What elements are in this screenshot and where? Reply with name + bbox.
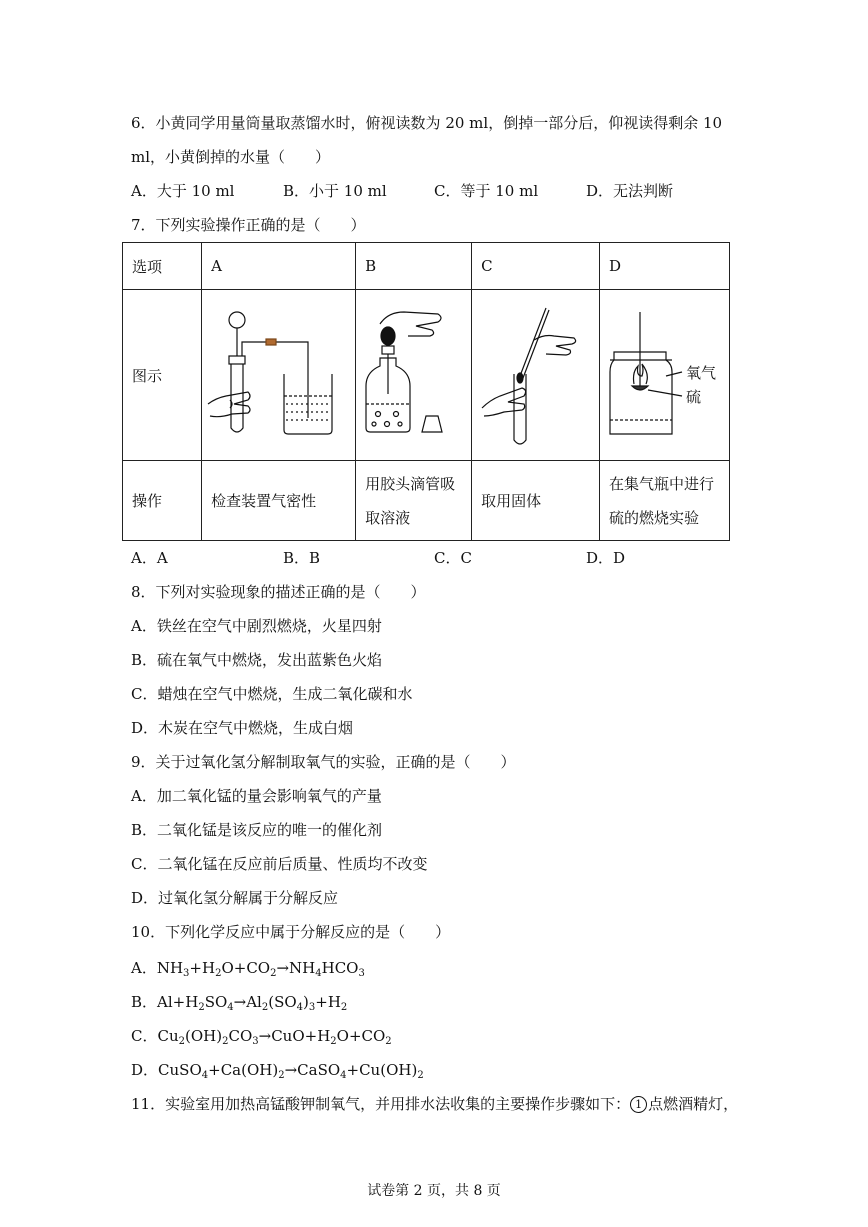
header-b: B <box>356 243 472 290</box>
q7-option-c: C．C <box>434 549 472 567</box>
q6-option-b: B．小于 10 ml <box>283 182 387 200</box>
row-label-operation: 操作 <box>123 461 202 541</box>
figure-c-take-solid <box>472 290 600 461</box>
label-oxygen: 氧气 <box>685 364 716 382</box>
header-c: C <box>472 243 600 290</box>
header-a: A <box>202 243 356 290</box>
q9-option-d: D．过氧化氢分解属于分解反应 <box>131 889 339 907</box>
q7-option-d: D．D <box>586 549 626 567</box>
figure-a-airtightness-check <box>202 290 356 461</box>
q10-option-a: A．$NH_3+H_2O+CO_2\to NH_4HCO_3$ <box>131 959 365 979</box>
op-a <box>202 461 356 541</box>
dropper-bottle-illustration <box>358 300 470 450</box>
op-d-line2: 硫的燃烧实验 <box>609 508 700 527</box>
q7-option-a: A．A <box>131 549 168 567</box>
op-b <box>356 461 472 541</box>
row-label-option: 选项 <box>123 243 202 290</box>
q6-option-a: A．大于 10 ml <box>131 182 235 200</box>
q9-stem: 9．关于过氧化氢分解制取氧气的实验，正确的是（ ） <box>131 753 516 771</box>
figure-d-sulfur-combustion <box>600 290 730 461</box>
q11-stem <box>131 1094 738 1114</box>
q10-option-b: B．$Al+H_2SO_4\to Al_2(SO_4)_3+H_2$ <box>131 993 348 1013</box>
q7-stem: 7．下列实验操作正确的是（ ） <box>131 216 366 234</box>
airtightness-apparatus-illustration <box>204 300 354 450</box>
q11-stem-text: 11．实验室用加热高锰酸钾制氧气，并用排水法收集的主要操作步骤如下： <box>131 1095 631 1113</box>
q7-table <box>122 242 730 541</box>
q8-option-c: C．蜡烛在空气中燃烧，生成二氧化碳和水 <box>131 685 413 703</box>
op-d <box>600 461 730 541</box>
op-b-line2: 取溶液 <box>365 508 411 527</box>
q9-option-c: C．二氧化锰在反应前后质量、性质均不改变 <box>131 855 428 873</box>
q6-stem-line2: ml，小黄倒掉的水量（ ） <box>131 148 331 166</box>
figure-b-dropper <box>356 290 472 461</box>
q7-option-b: B．B <box>283 549 321 567</box>
q9-option-b: B．二氧化锰是该反应的唯一的催化剂 <box>131 821 383 839</box>
op-c <box>472 461 600 541</box>
q9-option-a: A．加二氧化锰的量会影响氧气的产量 <box>131 787 382 805</box>
header-d: D <box>600 243 730 290</box>
page-footer: 试卷第 2 页，共 8 页 <box>367 1183 501 1199</box>
q6-option-d: D．无法判断 <box>586 182 674 200</box>
q8-option-d: D．木炭在空气中燃烧，生成白烟 <box>131 719 354 737</box>
op-c-text: 取用固体 <box>481 492 542 510</box>
row-label-figure: 图示 <box>123 290 202 461</box>
q8-option-b: B．硫在氧气中燃烧，发出蓝紫色火焰 <box>131 651 383 669</box>
step-number-circle: 1 <box>630 1096 647 1113</box>
op-d-line1: 在集气瓶中进行 <box>609 474 715 493</box>
q11-step-text: 点燃酒精灯， <box>648 1095 739 1113</box>
q10-option-c: C．$Cu_2(OH)_2CO_3\to CuO+H_2O+CO_2$ <box>131 1027 392 1047</box>
q6-option-c: C．等于 10 ml <box>434 182 539 200</box>
test-tube-solid-illustration <box>474 300 598 450</box>
label-sulfur: 硫 <box>685 388 701 406</box>
op-b-line1: 用胶头滴管吸 <box>365 474 456 493</box>
q8-stem: 8．下列对实验现象的描述正确的是（ ） <box>131 583 426 601</box>
op-a-text: 检查装置气密性 <box>211 492 317 510</box>
q6-stem-line1: 6．小黄同学用量筒量取蒸馏水时，俯视读数为 20 ml，倒掉一部分后，仰视读得剩余 10 <box>131 114 723 132</box>
q10-option-d: D．$CuSO_4+Ca(OH)_2\to CaSO_4+Cu(OH)_2$ <box>131 1061 424 1081</box>
q10-stem: 10．下列化学反应中属于分解反应的是（ ） <box>131 923 451 941</box>
q8-option-a: A．铁丝在空气中剧烈燃烧，火星四射 <box>131 617 382 635</box>
gas-jar-sulfur-illustration <box>602 300 728 450</box>
